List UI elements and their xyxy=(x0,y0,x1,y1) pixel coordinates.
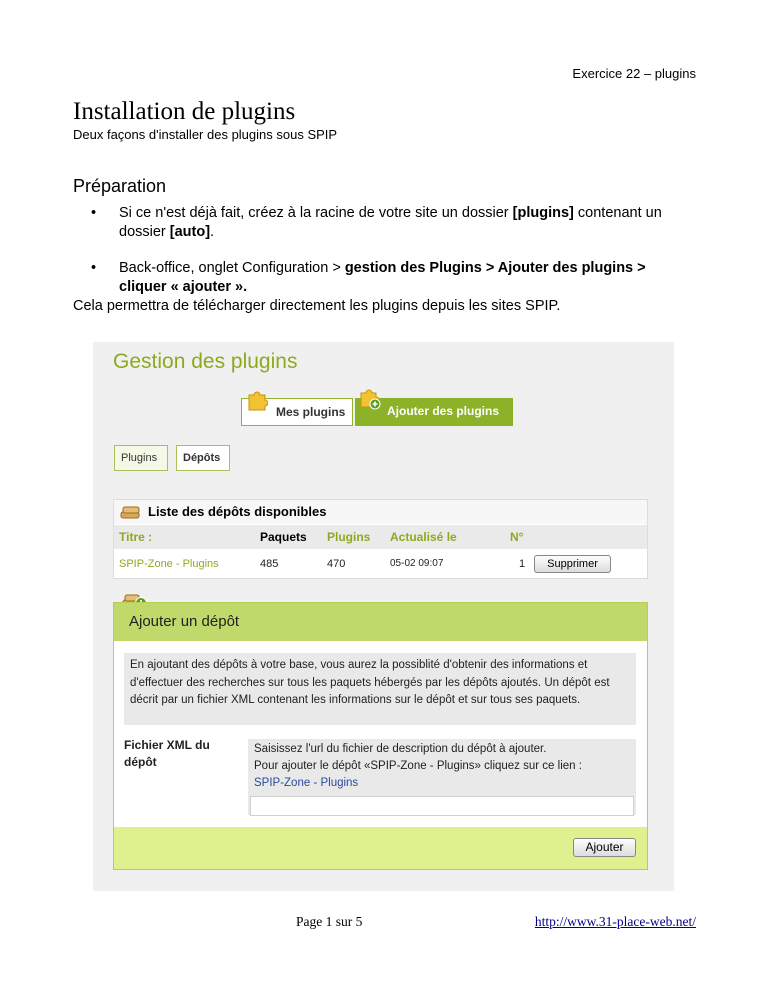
add-depot-form xyxy=(113,602,648,870)
tab-mes-plugins[interactable]: Mes plugins xyxy=(241,398,353,426)
tab-ajouter-plugins[interactable]: Ajouter des plugins xyxy=(355,398,513,426)
ajouter-button[interactable]: Ajouter xyxy=(573,838,636,857)
depot-plugins: 470 xyxy=(327,558,346,570)
col-numero: N° xyxy=(510,530,524,544)
page-subtitle: Deux façons d'installer des plugins sous SPIP xyxy=(73,127,338,142)
depots-list xyxy=(113,499,648,579)
list-columns xyxy=(114,525,647,549)
body-text: Cela permettra de télécharger directement les plugins depuis les sites SPIP. xyxy=(73,298,561,314)
spip-zone-link[interactable]: SPIP-Zone - Plugins xyxy=(254,777,359,789)
table-row xyxy=(114,551,647,577)
supprimer-button[interactable]: Supprimer xyxy=(534,555,611,573)
depot-stack-icon xyxy=(120,504,142,520)
col-actualise: Actualisé le xyxy=(390,530,457,544)
depot-number: 1 xyxy=(519,558,526,570)
depot-title-link[interactable]: SPIP-Zone - Plugins xyxy=(119,558,219,570)
page-number: Page 1 sur 5 xyxy=(296,914,363,929)
puzzle-add-icon xyxy=(359,388,381,410)
col-paquets: Paquets xyxy=(260,530,307,544)
xml-field-label: Fichier XML du dépôt xyxy=(124,738,210,769)
plugin-manager-screenshot xyxy=(93,342,674,891)
depot-paquets: 485 xyxy=(260,558,279,570)
list-header: Liste des dépôts disponibles xyxy=(114,500,647,524)
col-plugins: Plugins xyxy=(327,530,371,544)
footer-link[interactable]: http://www.31-place-web.net/ xyxy=(534,914,696,929)
subtab-plugins[interactable]: Plugins xyxy=(114,445,168,471)
list-item: • Back-office, onglet Configuration > gestion des Plugins > Ajouter des plugins > cliquer « ajouter ». xyxy=(73,259,693,297)
xml-url-input[interactable] xyxy=(250,796,634,816)
col-titre: Titre : xyxy=(119,530,153,544)
puzzle-icon xyxy=(246,389,268,411)
add-depot-footer xyxy=(114,827,647,869)
section-heading: Préparation xyxy=(73,176,167,196)
add-depot-info: En ajoutant des dépôts à votre base, vous aurez la possiblité d'obtenir des informations et d'effectuer des recherches sur tous les paquets hébergés par les dépôts ajoutés. Un dépôt est décrit par un fichier XML contenant les informations sur le dépôt et sur tous ses paquets. xyxy=(124,653,636,725)
exercise-header: Exercice 22 – plugins xyxy=(572,66,696,81)
screenshot-title: Gestion des plugins xyxy=(113,350,298,373)
subtab-depots[interactable]: Dépôts xyxy=(176,445,230,471)
depot-date: 05-02 09:07 xyxy=(390,558,444,569)
page-title: Installation de plugins xyxy=(73,98,296,125)
add-depot-header: Ajouter un dépôt xyxy=(114,603,647,641)
list-item: • Si ce n'est déjà fait, créez à la racine de votre site un dossier [plugins] contenant un dossier [auto]. xyxy=(73,204,693,242)
xml-field-help: Saisissez l'url du fichier de description du dépôt à ajouter. Pour ajouter le dépôt «SPIP-Zone - Plugins» cliquez sur ce lien : SPIP-Zone - Plugins xyxy=(248,739,636,815)
